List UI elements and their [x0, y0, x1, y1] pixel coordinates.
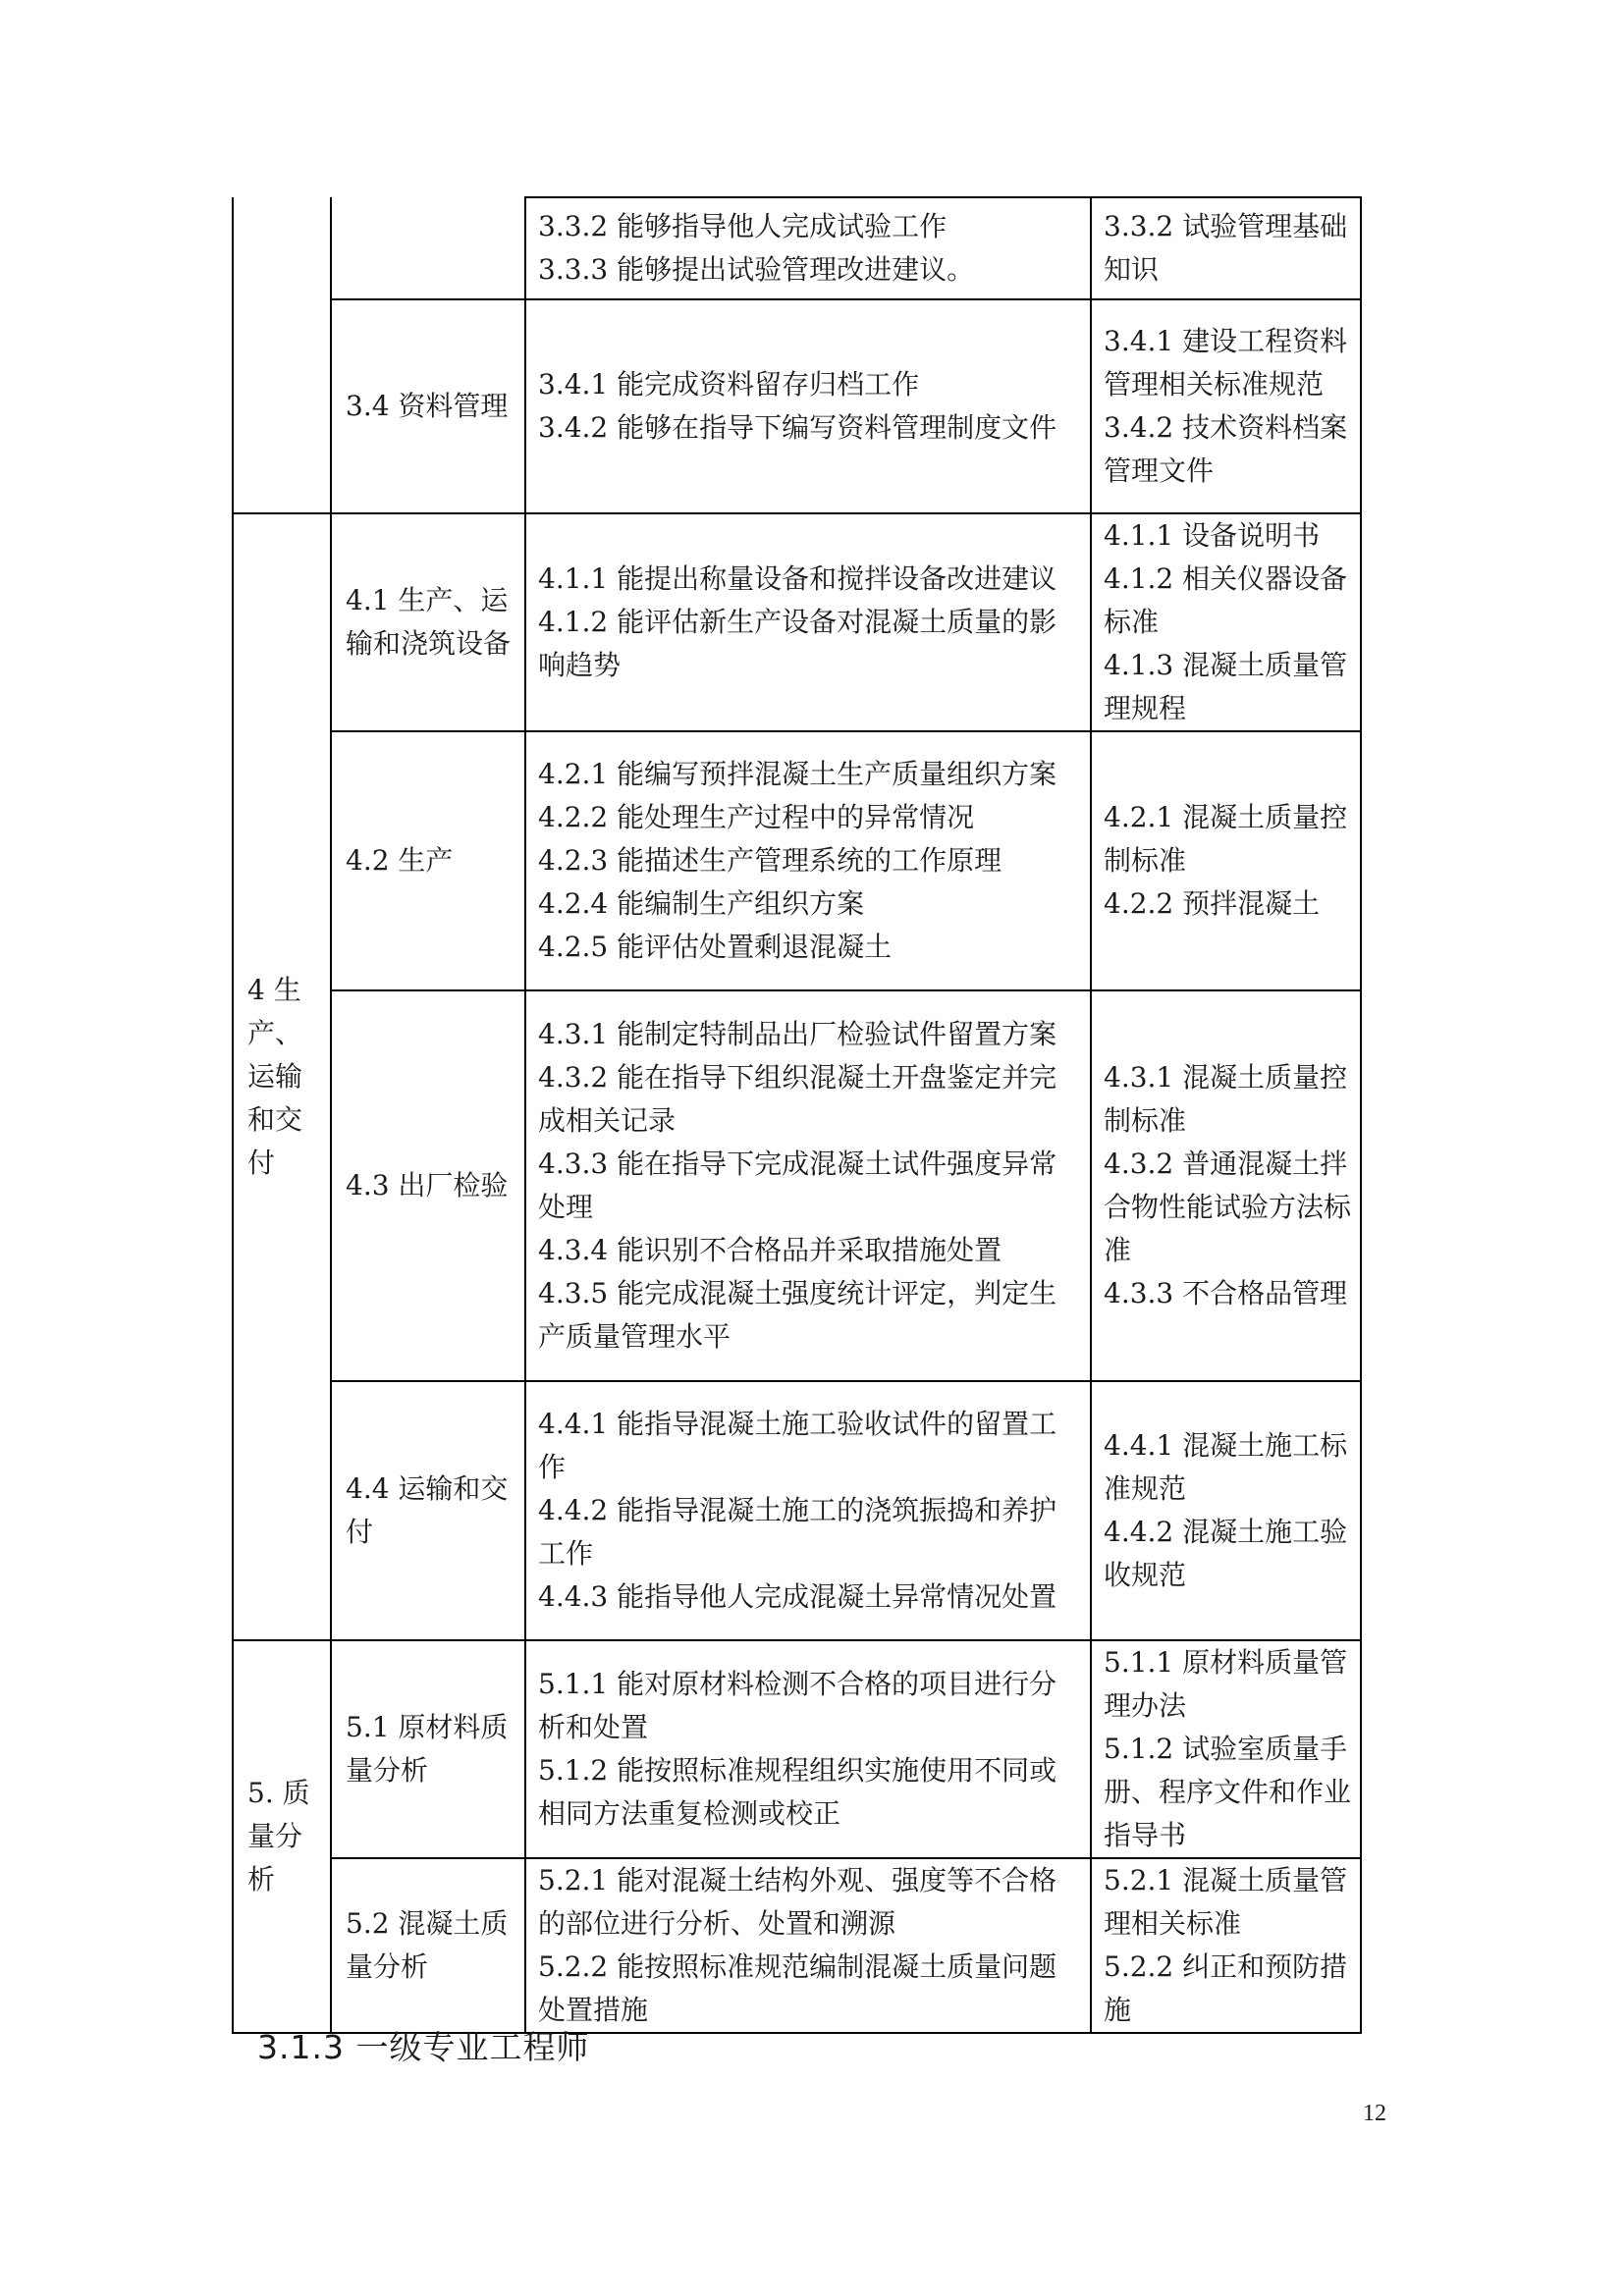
item-cell: 4.2 生产 [331, 731, 525, 990]
item-cell: 3.4 资料管理 [331, 299, 525, 513]
knowledge-line: 4.1.1 设备说明书 [1104, 519, 1321, 552]
skill-line: 4.2.3 能描述生产管理系统的工作原理 [538, 844, 1002, 877]
skill-line: 4.2.2 能处理生产过程中的异常情况 [538, 801, 975, 833]
knowledge-line: 4.2.2 预拌混凝土 [1104, 887, 1321, 920]
knowledge-line: 4.4.2 混凝土施工验收规范 [1104, 1516, 1348, 1591]
skill-line: 5.1.2 能按照标准规程组织实施使用不同或相同方法重复检测或校正 [538, 1754, 1057, 1830]
skill-line: 3.4.2 能够在指导下编写资料管理制度文件 [538, 411, 1057, 444]
section-heading: 3.1.3 一级专业工程师 [257, 2028, 590, 2066]
knowledge-line: 5.2.2 纠正和预防措施 [1104, 1950, 1348, 2026]
knowledge-line: 4.2.1 混凝土质量控制标准 [1104, 801, 1348, 877]
skill-line: 4.2.4 能编制生产组织方案 [538, 887, 865, 920]
table-row [233, 731, 1361, 990]
skill-line: 4.4.2 能指导混凝土施工的浇筑振捣和养护工作 [538, 1494, 1057, 1570]
knowledge-line: 4.3.1 混凝土质量控制标准 [1104, 1061, 1348, 1137]
knowledge-cell [1091, 1640, 1361, 1858]
skill-line: 3.3.3 能够提出试验管理改进建议。 [538, 253, 975, 286]
item-cell-empty [331, 197, 525, 299]
table-row [233, 197, 1361, 299]
skill-line: 4.1.2 能评估新生产设备对混凝土质量的影响趋势 [538, 606, 1057, 681]
knowledge-line: 4.3.3 不合格品管理 [1104, 1277, 1348, 1309]
standards-table [232, 196, 1362, 2034]
knowledge-cell [1091, 1381, 1361, 1640]
category-cell-empty [233, 197, 331, 513]
skill-line: 3.3.2 能够指导他人完成试验工作 [538, 210, 947, 242]
table-row [233, 990, 1361, 1381]
skills-cell [525, 513, 1091, 731]
skill-line: 4.1.1 能提出称量设备和搅拌设备改进建议 [538, 562, 1057, 595]
table-row [233, 513, 1361, 731]
table-row [233, 299, 1361, 513]
skill-line: 4.4.1 能指导混凝土施工验收试件的留置工作 [538, 1408, 1057, 1483]
skill-line: 4.3.3 能在指导下完成混凝土试件强度异常处理 [538, 1148, 1057, 1223]
knowledge-line: 5.1.1 原材料质量管理办法 [1104, 1646, 1348, 1722]
knowledge-line: 4.1.2 相关仪器设备标准 [1104, 562, 1348, 638]
skill-line: 4.3.1 能制定特制品出厂检验试件留置方案 [538, 1018, 1057, 1050]
item-cell: 5.2 混凝土质量分析 [331, 1858, 525, 2033]
skill-line: 5.1.1 能对原材料检测不合格的项目进行分析和处置 [538, 1668, 1057, 1743]
knowledge-cell [1091, 299, 1361, 513]
skills-cell [525, 731, 1091, 990]
skills-cell [525, 990, 1091, 1381]
knowledge-line: 4.4.1 混凝土施工标准规范 [1104, 1429, 1348, 1505]
table-row [233, 1381, 1361, 1640]
knowledge-cell [1091, 513, 1361, 731]
skills-cell [525, 197, 1091, 299]
knowledge-line: 3.4.1 建设工程资料管理相关标准规范 [1104, 325, 1348, 400]
skill-line: 5.2.1 能对混凝土结构外观、强度等不合格的部位进行分析、处置和溯源 [538, 1864, 1057, 1940]
knowledge-cell [1091, 990, 1361, 1381]
table-row [233, 1858, 1361, 2033]
skill-line: 4.2.5 能评估处置剩退混凝土 [538, 931, 893, 963]
skill-line: 5.2.2 能按照标准规范编制混凝土质量问题处置措施 [538, 1950, 1057, 2026]
skill-line: 4.3.2 能在指导下组织混凝土开盘鉴定并完成相关记录 [538, 1061, 1057, 1137]
category-cell: 4 生产、运输和交付 [233, 513, 331, 1640]
skill-line: 4.2.1 能编写预拌混凝土生产质量组织方案 [538, 758, 1057, 790]
knowledge-cell [1091, 1858, 1361, 2033]
knowledge-cell [1091, 731, 1361, 990]
skills-cell [525, 1381, 1091, 1640]
skill-line: 4.4.3 能指导他人完成混凝土异常情况处置 [538, 1580, 1057, 1613]
table-row [233, 1640, 1361, 1858]
knowledge-line: 3.3.2 试验管理基础知识 [1104, 210, 1348, 286]
knowledge-line: 3.4.2 技术资料档案管理文件 [1104, 411, 1348, 487]
skill-line: 4.3.5 能完成混凝土强度统计评定，判定生产质量管理水平 [538, 1277, 1057, 1353]
knowledge-line: 5.1.2 试验室质量手册、程序文件和作业指导书 [1104, 1733, 1352, 1851]
skill-line: 3.4.1 能完成资料留存归档工作 [538, 368, 920, 400]
knowledge-line: 4.3.2 普通混凝土拌合物性能试验方法标准 [1104, 1148, 1352, 1266]
item-cell: 4.4 运输和交付 [331, 1381, 525, 1640]
skills-cell [525, 1640, 1091, 1858]
item-cell: 5.1 原材料质量分析 [331, 1640, 525, 1858]
knowledge-cell [1091, 197, 1361, 299]
page-number: 12 [1363, 2101, 1386, 2126]
item-cell: 4.1 生产、运输和浇筑设备 [331, 513, 525, 731]
skills-cell [525, 1858, 1091, 2033]
knowledge-line: 4.1.3 混凝土质量管理规程 [1104, 649, 1348, 724]
knowledge-line: 5.2.1 混凝土质量管理相关标准 [1104, 1864, 1348, 1940]
item-cell: 4.3 出厂检验 [331, 990, 525, 1381]
category-cell: 5. 质量分析 [233, 1640, 331, 2033]
skills-cell [525, 299, 1091, 513]
skill-line: 4.3.4 能识别不合格品并采取措施处置 [538, 1234, 1002, 1266]
